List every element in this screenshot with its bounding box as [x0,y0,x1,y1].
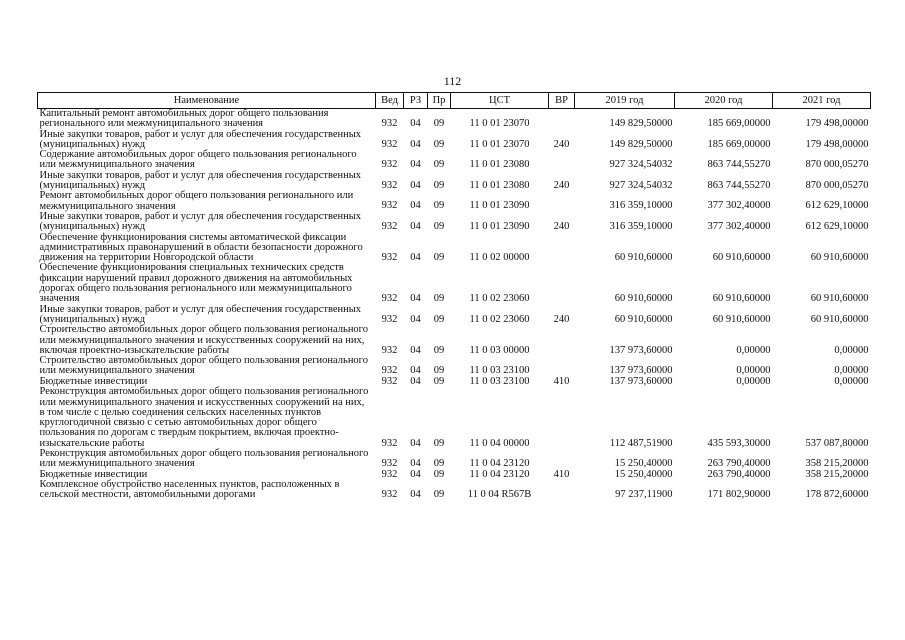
cell-ved: 932 [381,375,398,387]
cell-pr: 09 [433,221,445,233]
cell-vr: 240 [553,313,570,325]
cell-cst: 11 0 02 23060 [469,293,530,305]
cell-pr: 09 [433,118,445,130]
cell-pr: 09 [433,293,445,305]
cell-cst: 11 0 01 23070 [469,118,530,130]
cell-vr: 240 [553,179,570,191]
cell-vr [549,449,575,470]
cell-2020: 435 593,30000 [707,437,771,449]
cell-cst: 11 0 03 23100 [469,375,530,387]
cell-name: Обеспечение функционирования системы автоматической фиксации административных правонарушений в области безопасности дорожного движения на территории Новгородской области [39,231,363,264]
cell-rz: 04 [410,375,421,387]
cell-cst: 11 0 01 23080 [469,179,530,191]
cell-name: Бюджетные инвестиции [39,468,148,480]
cell-2020: 863 744,55270 [707,179,771,191]
cell-ved: 932 [381,221,398,233]
cell-rz: 04 [410,365,421,377]
table-row [38,109,871,130]
cell-ved: 932 [381,179,398,191]
cell-rz: 04 [410,468,421,480]
cell-cst: 11 0 04 23120 [469,458,530,470]
cell-2019: 15 250,40000 [614,458,673,470]
cell-2019: 137 973,60000 [609,344,673,356]
cell-vr [549,109,575,130]
cell-rz: 04 [410,138,421,150]
cell-2019: 60 910,60000 [614,313,673,325]
cell-2020: 377 302,40000 [707,200,771,212]
cell-vr: 410 [553,468,570,480]
cell-cst: 11 0 01 23090 [469,200,530,212]
cell-2021: 179 498,00000 [805,118,869,130]
cell-2019: 927 324,54032 [609,179,673,191]
cell-cst: 11 0 01 23070 [469,138,530,150]
page-number: 112 [443,74,462,88]
table-row [38,130,871,151]
header-2020: 2020 год [675,93,773,109]
cell-name: Бюджетные инвестиции [39,375,148,387]
cell-2019: 316 359,10000 [609,200,673,212]
cell-rz: 04 [410,251,421,263]
cell-cst: 11 0 01 23090 [469,221,530,233]
cell-ved: 932 [381,200,398,212]
cell-name: Иные закупки товаров, работ и услуг для обеспечения государственных (муниципальных) нужд [39,303,362,325]
table-row [38,171,871,192]
cell-2019: 60 910,60000 [614,293,673,305]
cell-pr: 09 [433,375,445,387]
cell-2021: 178 872,60000 [805,489,869,501]
cell-name: Строительство автомобильных дорог общего пользования регионального или межмуниципального значения [39,355,368,377]
cell-ved: 932 [381,437,398,449]
cell-pr: 09 [433,251,445,263]
cell-2021: 0,00000 [834,365,869,377]
cell-rz: 04 [410,489,421,501]
header-name: Наименование [38,93,376,109]
cell-name: Строительство автомобильных дорог общего пользования регионального или межмуниципального значения и искусственных сооружений на них, включая проектно-изыскательские работы [39,324,368,356]
cell-2021: 612 629,10000 [805,200,869,212]
cell-rz: 04 [410,118,421,130]
cell-vr [549,191,575,212]
cell-cst: 11 0 02 23060 [469,313,530,325]
cell-2019: 149 829,50000 [609,118,673,130]
cell-pr: 09 [433,365,445,377]
cell-vr [549,325,575,356]
cell-name: Реконструкция автомобильных дорог общего пользования регионального или межмуниципального значения [39,448,369,470]
cell-vr: 410 [553,375,570,387]
cell-ved: 932 [381,313,398,325]
cell-2019: 112 487,51900 [609,437,673,449]
cell-2019: 137 973,60000 [609,365,673,377]
cell-2021: 0,00000 [834,375,869,387]
cell-pr: 09 [433,313,445,325]
cell-2020: 60 910,60000 [712,313,771,325]
cell-cst: 11 0 04 R567B [467,489,532,501]
cell-rz: 04 [410,179,421,191]
cell-2021: 612 629,10000 [805,221,869,233]
cell-name: Комплексное обустройство населенных пунктов, расположенных в сельской местности, автомобильными дорогами [39,479,340,501]
cell-rz: 04 [410,344,421,356]
table-row [38,263,871,304]
header-vr: ВР [549,93,575,109]
cell-vr [549,233,575,264]
cell-2021: 60 910,60000 [810,251,869,263]
cell-2020: 263 790,40000 [707,458,771,470]
cell-vr [549,387,575,449]
cell-name: Ремонт автомобильных дорог общего пользования регионального или межмуниципального значения [39,190,354,212]
cell-ved: 932 [381,293,398,305]
header-cst: ЦСТ [451,93,549,109]
cell-2020: 377 302,40000 [707,221,771,233]
header-ved: Вед [376,93,404,109]
cell-2019: 927 324,54032 [609,159,673,171]
cell-2019: 137 973,60000 [609,375,673,387]
cell-rz: 04 [410,313,421,325]
cell-cst: 11 0 04 00000 [469,437,530,449]
cell-vr [549,263,575,304]
cell-ved: 932 [381,489,398,501]
table-row [38,212,871,233]
cell-2021: 870 000,05270 [805,179,869,191]
cell-2019: 316 359,10000 [609,221,673,233]
cell-name: Реконструкция автомобильных дорог общего пользования регионального или межмуниципального значения и искусственных сооружений на них, в том числе с целью соединения сельских населенных пунктов круглогодичной связью с сетью автомобильных дорог общего пользования по дорогам с твердым покрытием, включая проектно-изыскательские работы [39,386,369,449]
cell-ved: 932 [381,365,398,377]
cell-2021: 358 215,20000 [805,458,869,470]
cell-2021: 60 910,60000 [810,293,869,305]
cell-ved: 932 [381,251,398,263]
cell-name: Иные закупки товаров, работ и услуг для обеспечения государственных (муниципальных) нужд [39,169,362,192]
cell-2021: 358 215,20000 [805,468,869,480]
cell-pr: 09 [433,344,445,356]
cell-pr: 09 [433,458,445,470]
cell-2020: 263 790,40000 [707,468,771,480]
cell-vr [549,356,575,377]
cell-2019: 60 910,60000 [614,251,673,263]
cell-2019: 97 237,11900 [615,489,673,501]
table-row [38,356,871,377]
table-row [38,305,871,326]
table-row [38,449,871,470]
table-row [38,480,871,501]
cell-2021: 0,00000 [834,344,869,356]
cell-vr [549,480,575,501]
cell-2020: 0,00000 [736,344,771,356]
cell-2019: 149 829,50000 [609,138,673,150]
cell-name: Содержание автомобильных дорог общего пользования регионального или межмуниципального значения [39,149,357,171]
cell-pr: 09 [433,437,445,449]
cell-cst: 11 0 02 00000 [469,251,530,263]
cell-2020: 60 910,60000 [712,293,771,305]
cell-rz: 04 [410,458,421,470]
cell-name: Капитальный ремонт автомобильных дорог общего пользования регионального или межмуниципального значения [39,108,329,130]
cell-name: Иные закупки товаров, работ и услуг для обеспечения государственных (муниципальных) нужд [39,210,362,233]
table-row [38,191,871,212]
cell-2021: 60 910,60000 [810,313,869,325]
cell-vr: 240 [553,221,570,233]
header-pr: Пр [428,93,451,109]
table-row [38,325,871,356]
cell-2020: 185 669,00000 [707,118,771,130]
header-rz: РЗ [404,93,428,109]
cell-2021: 179 498,00000 [805,138,869,150]
cell-cst: 11 0 03 23100 [469,365,530,377]
cell-2020: 0,00000 [736,365,771,377]
cell-ved: 932 [381,344,398,356]
cell-pr: 09 [433,468,445,480]
cell-ved: 932 [381,118,398,130]
cell-2021: 537 087,80000 [805,437,869,449]
cell-2020: 0,00000 [736,375,771,387]
cell-cst: 11 0 03 00000 [469,344,530,356]
cell-ved: 932 [381,458,398,470]
cell-vr: 240 [553,138,570,150]
cell-rz: 04 [410,200,421,212]
header-2021: 2021 год [773,93,871,109]
cell-ved: 932 [381,159,398,171]
cell-rz: 04 [410,159,421,171]
cell-cst: 11 0 04 23120 [469,468,530,480]
cell-2021: 870 000,05270 [805,159,869,171]
cell-rz: 04 [410,293,421,305]
cell-ved: 932 [381,468,398,480]
cell-rz: 04 [410,221,421,233]
cell-cst: 11 0 01 23080 [469,159,530,171]
cell-name: Обеспечение функционирования специальных технических средств фиксации нарушений правил дорожного движения на автомобильных дорогах общего пользования регионального или межмуниципального значения [39,262,353,305]
table-header-row [38,93,871,109]
cell-2020: 185 669,00000 [707,138,771,150]
table-row [38,233,871,264]
table-row [38,387,871,449]
budget-table [37,92,871,501]
cell-2020: 863 744,55270 [707,159,771,171]
cell-2020: 60 910,60000 [712,251,771,263]
cell-rz: 04 [410,437,421,449]
cell-pr: 09 [433,489,445,501]
cell-pr: 09 [433,200,445,212]
cell-pr: 09 [433,179,445,191]
cell-pr: 09 [433,159,445,171]
cell-ved: 932 [381,138,398,150]
cell-name: Иные закупки товаров, работ и услуг для обеспечения государственных (муниципальных) нужд [39,128,362,150]
cell-vr [549,150,575,171]
header-2019: 2019 год [575,93,675,109]
cell-pr: 09 [433,138,445,150]
cell-2019: 15 250,40000 [614,468,673,480]
table-row [38,150,871,171]
cell-2020: 171 802,90000 [707,489,771,501]
